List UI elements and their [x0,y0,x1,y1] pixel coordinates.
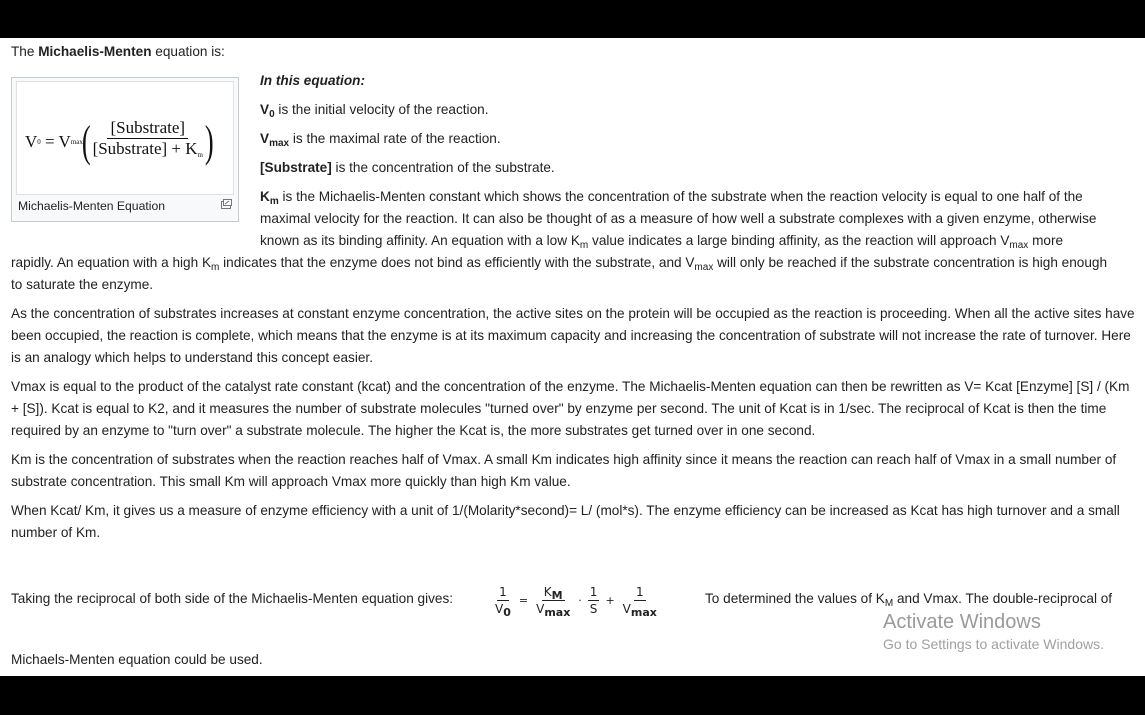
km-text-1: is the Michaelis-Menten constant which shows the concentration of the substrate when the reaction velocity is equal to one half of the maximal velocity for the reaction. It can also be thought of as a measure of how well a substrate complexes with a given enzyme, otherwise known as its binding affinity. An equation with a low K [260,189,1097,248]
lb-right-text-a: To determined the values of K [705,591,885,606]
intro-text-end: equation is: [151,44,225,59]
activate-windows-watermark [883,610,1104,654]
vmax-symbol: V [260,131,270,146]
paragraph-kcat: Vmax is equal to the product of the catalyst rate constant (kcat) and the concentration of the enzyme. The Michaelis-Menten equation can then be rewritten as V= Kcat [Enzyme] [S] / (Km + [S]). Kcat is equal to K2, and it measures the number of substrate molecules "turned over" by enzyme per second. The unit of Kcat is in 1/sec. The reciprocal of Kcat is then the time required by an enzyme to "turn over" a substrate molecule. The higher the Kcat is, the more substrates get turned over in one second. [11,379,1130,438]
km-definition-continued [11,252,1121,296]
equation-figure[interactable] [11,77,239,222]
lb-one-2: 1 [589,584,598,599]
definitions-heading: In this equation: [260,73,365,88]
formula-denominator [91,139,205,165]
formula-fraction [91,118,205,165]
lb-dot: · [578,593,582,607]
lb-equals: = [518,593,529,607]
definition-substrate [260,157,555,179]
formula-numerator: [Substrate] [107,118,188,139]
formula-left-paren: ( [81,116,91,166]
equation-image[interactable] [16,81,234,195]
article-page [0,38,1145,676]
km-text-4: rapidly. An equation with a high K [11,255,212,270]
intro-text: The [11,44,39,59]
michaelis-menten-formula [25,118,213,165]
km-text-5: indicates that the enzyme does not bind as efficiently with the substrate, and V [219,255,695,270]
vmax-text: is the maximal rate of the reaction. [289,131,501,146]
formula-km-sub: m [197,151,203,159]
km-sub: m [269,196,279,207]
fraction-km-over-vmax [534,584,572,617]
fraction-1-over-s [588,584,600,617]
lb-v: V [495,601,504,616]
km-definition [260,186,1135,252]
km-text-2: value indicates a large binding affinity, as the reaction will approach V [588,233,1010,248]
lb-k: K [543,584,552,599]
km-sub-3: m [211,262,220,273]
lb-max-sub-2: max [630,605,657,619]
reciprocal-intro: Taking the reciprocal of both side of the Michaelis-Menten equation gives: [11,591,454,606]
watermark-subtitle: Go to Settings to activate Windows. [883,636,1104,652]
formula-v-sub: 0 [37,137,41,146]
vmax-sub: max [269,138,290,149]
v0-symbol: V [260,102,270,117]
paragraph-efficiency: When Kcat/ Km, it gives us a measure of enzyme efficiency with a unit of 1/(Molarity*second)= L/ (mol*s). The enzyme efficiency can be increased as Kcat has high turnover and a small number of Km. [11,503,1120,540]
formula-max-sub: max [70,137,83,146]
intro-bold: Michaelis-Menten [38,44,152,59]
v0-text: is the initial velocity of the reaction. [274,102,489,117]
paragraph-saturation: As the concentration of substrates increases at constant enzyme concentration, the active sites on the protein will be occupied as the reaction is proceeding. When all the active sites have been occupied, the reaction is complete, which means that the enzyme is at its maximum capacity and increasing the concentration of substrate will not increase the rate of turnover. Here is an analogy which helps to understand this concept easier. [11,306,1135,365]
km-text-6: will only be reached if the substrate concentration is high enough to saturate the enzyme. [11,255,1108,292]
reciprocal-tail: Michaels-Menten equation could be used. [11,652,263,667]
lb-zero-sub: 0 [503,605,511,619]
lb-m-sub: M [551,588,563,602]
intro-line [11,41,225,63]
km-symbol: K [260,189,270,204]
lb-one-3: 1 [635,584,644,599]
definition-v0 [260,99,488,121]
watermark-title: Activate Windows [883,611,1041,633]
definition-vmax [260,128,501,150]
figure-caption: Michaelis-Menten Equation [18,199,166,213]
fraction-1-over-v0 [493,584,513,617]
paragraph-km: Km is the concentration of substrates when the reaction reaches half of Vmax. A small Km indicates high affinity since it means the reaction can reach half of Vmax in a small number of substrate concentration. This small Km will approach Vmax more quickly than high Km value. [11,452,1117,489]
lb-vmax-v: V [536,601,545,616]
reciprocal-explanation [705,588,1112,610]
lb-right-text-b: and Vmax. The double-reciprocal of [893,591,1113,606]
lb-s: S [589,601,598,616]
lb-one: 1 [499,584,507,599]
lineweaver-burk-equation [493,579,659,621]
km-max-sub-2: max [694,262,714,273]
lb-plus: + [605,593,615,607]
formula-equals-vmax: = V [40,131,71,151]
v0-sub: 0 [269,109,275,120]
km-max-sub: max [1009,240,1029,251]
fraction-1-over-vmax [621,584,659,617]
lb-max-sub: max [544,605,571,619]
lb-right-sub: M [884,598,894,609]
km-text-3: more [1028,233,1064,248]
formula-right-paren: ) [204,116,214,166]
enlarge-icon[interactable] [220,198,232,210]
formula-v: V [25,131,38,151]
substrate-text: is the concentration of the substrate. [331,160,555,175]
km-sub-2: m [579,240,589,251]
lb-vmax-v-2: V [622,601,631,616]
substrate-symbol: [Substrate] [260,160,332,175]
formula-denominator-text: [Substrate] + K [92,139,198,158]
